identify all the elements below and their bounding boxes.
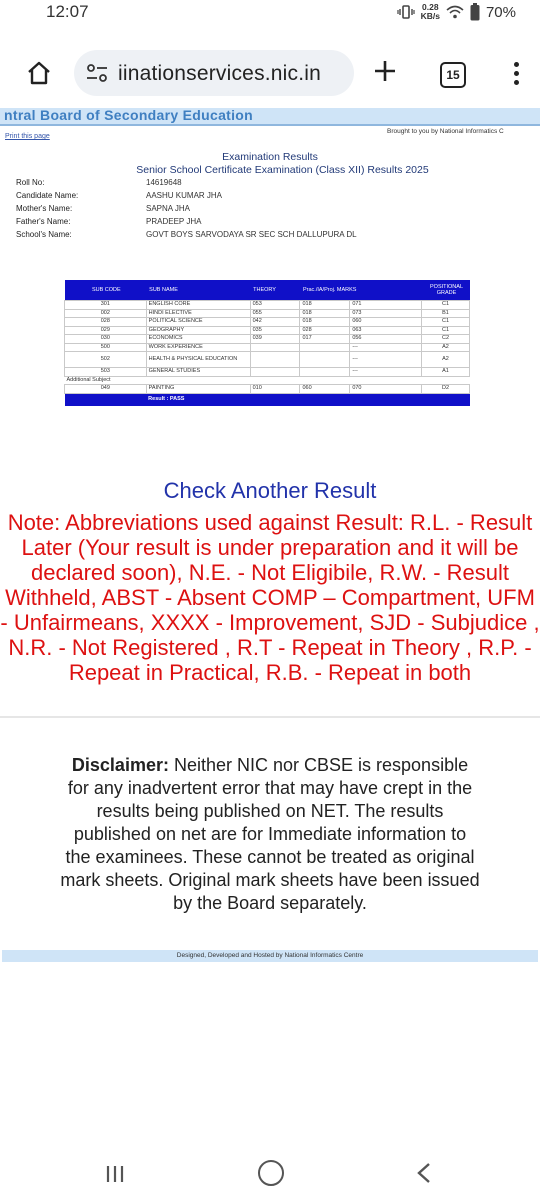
candidate-info [16,178,357,243]
tab-switcher-button[interactable]: 15 [440,62,466,88]
grade-cell: C2 [422,335,470,344]
marks-table [64,280,470,406]
plus-icon[interactable] [372,58,398,84]
sub-name-cell: HINDI ELECTIVE [146,309,250,318]
prac-cell: 060 [300,385,350,394]
prac-cell: 017 [300,335,350,344]
prac-cell: 028 [300,326,350,335]
sub-name-cell: POLITICAL SCIENCE [146,318,250,327]
sub-code-cell: 029 [65,326,147,335]
system-nav-bar [0,1150,540,1200]
info-row [16,230,357,243]
result-row [65,393,470,406]
info-row [16,217,357,230]
wifi-icon [446,5,464,19]
sub-name-cell: ENGLISH CORE [146,301,250,310]
footer-text: Designed, Developed and Hosted by National Informatics Centre [176,952,364,959]
disclaimer-text: Neither NIC nor CBSE is responsible for any inadvertent error that may have crept in the results being published on NET. The results published on net are for Immediate information to the examinees. These cannot be treated as original mark sheets. Original mark sheets have been issued by the Board separately. [60,755,480,913]
sub-name-cell: GEOGRAPHY [146,326,250,335]
theory-cell: 035 [250,326,300,335]
marks-cell: 060 [350,318,422,327]
col-grade: POSITIONAL GRADE [422,280,470,301]
more-vert-icon[interactable] [514,62,520,88]
vibrate-icon [397,5,415,19]
info-label: School's Name: [16,230,72,239]
info-value: PRADEEP JHA [146,217,202,226]
disclaimer [60,754,480,915]
grade-cell: B1 [422,309,470,318]
divider [0,716,540,718]
info-row [16,204,357,217]
marks-cell: 063 [350,326,422,335]
table-header [65,280,470,301]
disclaimer-label: Disclaimer: [71,755,169,775]
sub-name-cell: ECONOMICS [146,335,250,344]
table-row [65,309,470,318]
sub-name-cell: HEALTH & PHYSICAL EDUCATION [146,352,250,368]
info-value: 14619648 [146,178,182,187]
grade-cell: A2 [422,343,470,352]
grade-cell: C1 [422,301,470,310]
sub-name-cell: WORK EXPERIENCE [146,343,250,352]
sub-code-cell: 503 [65,368,147,377]
marks-cell: --- [350,368,422,377]
grade-cell: C1 [422,326,470,335]
sub-code-cell: 002 [65,309,147,318]
check-another-result-link[interactable]: Check Another Result [163,478,377,503]
abbreviations-note: Note: Abbreviations used against Result: R.L. - Result Later (Your result is under preparation and it will be declared soon), N.E. - Not Eligibile, R.W. - Result Withheld, ABST - Absent COMP – Compartment, UFM - Unfairmeans, XXXX - Improvement, SJD - Subjudice , N.R. - Not Registered , R.T - Repeat in Theory , R.P. - Repeat in Practical, R.B. - Repeat in both [0,510,540,685]
status-time: 12:07 [46,2,89,21]
table-row [65,352,470,368]
exam-title: Examination Results [222,151,318,163]
col-sub-name: SUB NAME [146,280,250,301]
info-row [16,191,357,204]
table-row [65,326,470,335]
info-label: Father's Name: [16,217,71,226]
theory-cell [250,352,300,368]
sub-code-cell: 502 [65,352,147,368]
theory-cell [250,368,300,377]
grade-cell: D2 [422,385,470,394]
grade-cell: A2 [422,352,470,368]
home-icon[interactable] [26,60,52,86]
result-text: Result : PASS [146,393,469,406]
exam-subtitle: Senior School Certificate Examination (Class XII) Results 2025 [136,164,429,176]
nav-home-icon[interactable] [258,1160,284,1186]
table-row [65,343,470,352]
sub-code-cell: 500 [65,343,147,352]
sub-code-cell: 028 [65,318,147,327]
col-theory: THEORY [250,280,300,301]
table-row [65,368,470,377]
prac-cell [300,368,350,377]
marks-cell: 071 [350,301,422,310]
url-text: iinationservices.nic.in [118,62,322,85]
theory-cell: 055 [250,309,300,318]
address-bar[interactable] [74,50,354,96]
theory-cell: 010 [250,385,300,394]
prac-cell: 018 [300,309,350,318]
back-icon[interactable] [414,1162,434,1184]
table-row [65,385,470,394]
theory-cell: 042 [250,318,300,327]
info-label: Mother's Name: [16,204,73,213]
theory-cell: 053 [250,301,300,310]
additional-subject-row [65,376,470,385]
marks-cell: 070 [350,385,422,394]
additional-subject-label: Additional Subject [66,376,111,383]
info-value: SAPNA JHA [146,204,191,213]
brought-by-text: Brought to you by National Informatics C [387,128,504,135]
info-row [16,178,357,191]
result-spacer [65,393,147,406]
status-bar [0,0,540,28]
info-label: Candidate Name: [16,191,79,200]
print-link[interactable]: Print this page [5,133,50,140]
table-row [65,318,470,327]
sub-code-cell: 030 [65,335,147,344]
marks-cell: 056 [350,335,422,344]
marks-cell: --- [350,343,422,352]
theory-cell: 039 [250,335,300,344]
sub-code-cell: 049 [65,385,147,394]
battery-level: 70% [485,3,516,21]
table-row [65,335,470,344]
table-row [65,301,470,310]
marks-cell: 073 [350,309,422,318]
marks-cell: --- [350,352,422,368]
prac-cell: 018 [300,318,350,327]
tune-icon[interactable] [86,63,108,83]
prac-cell: 018 [300,301,350,310]
sub-name-cell: GENERAL STUDIES [146,368,250,377]
grade-cell: C1 [422,318,470,327]
network-speed: 0.28 KB/s [420,2,440,21]
col-sub-code: SUB CODE [65,280,147,301]
info-value: GOVT BOYS SARVODAYA SR SEC SCH DALLUPURA DL [146,230,357,239]
grade-cell: A1 [422,368,470,377]
browser-toolbar [0,46,540,102]
theory-cell [250,343,300,352]
prac-cell [300,352,350,368]
prac-cell [300,343,350,352]
info-value: AASHU KUMAR JHA [146,191,223,200]
recent-apps-icon[interactable] [104,1164,126,1184]
info-label: Roll No: [16,178,45,187]
sub-code-cell: 301 [65,301,147,310]
battery-icon [470,3,480,21]
status-icons [397,3,516,21]
board-name: ntral Board of Secondary Education [4,107,254,123]
col-prac-marks: Prac./IA/Proj. MARKS [300,280,422,301]
sub-name-cell: PAINTING [146,385,250,394]
